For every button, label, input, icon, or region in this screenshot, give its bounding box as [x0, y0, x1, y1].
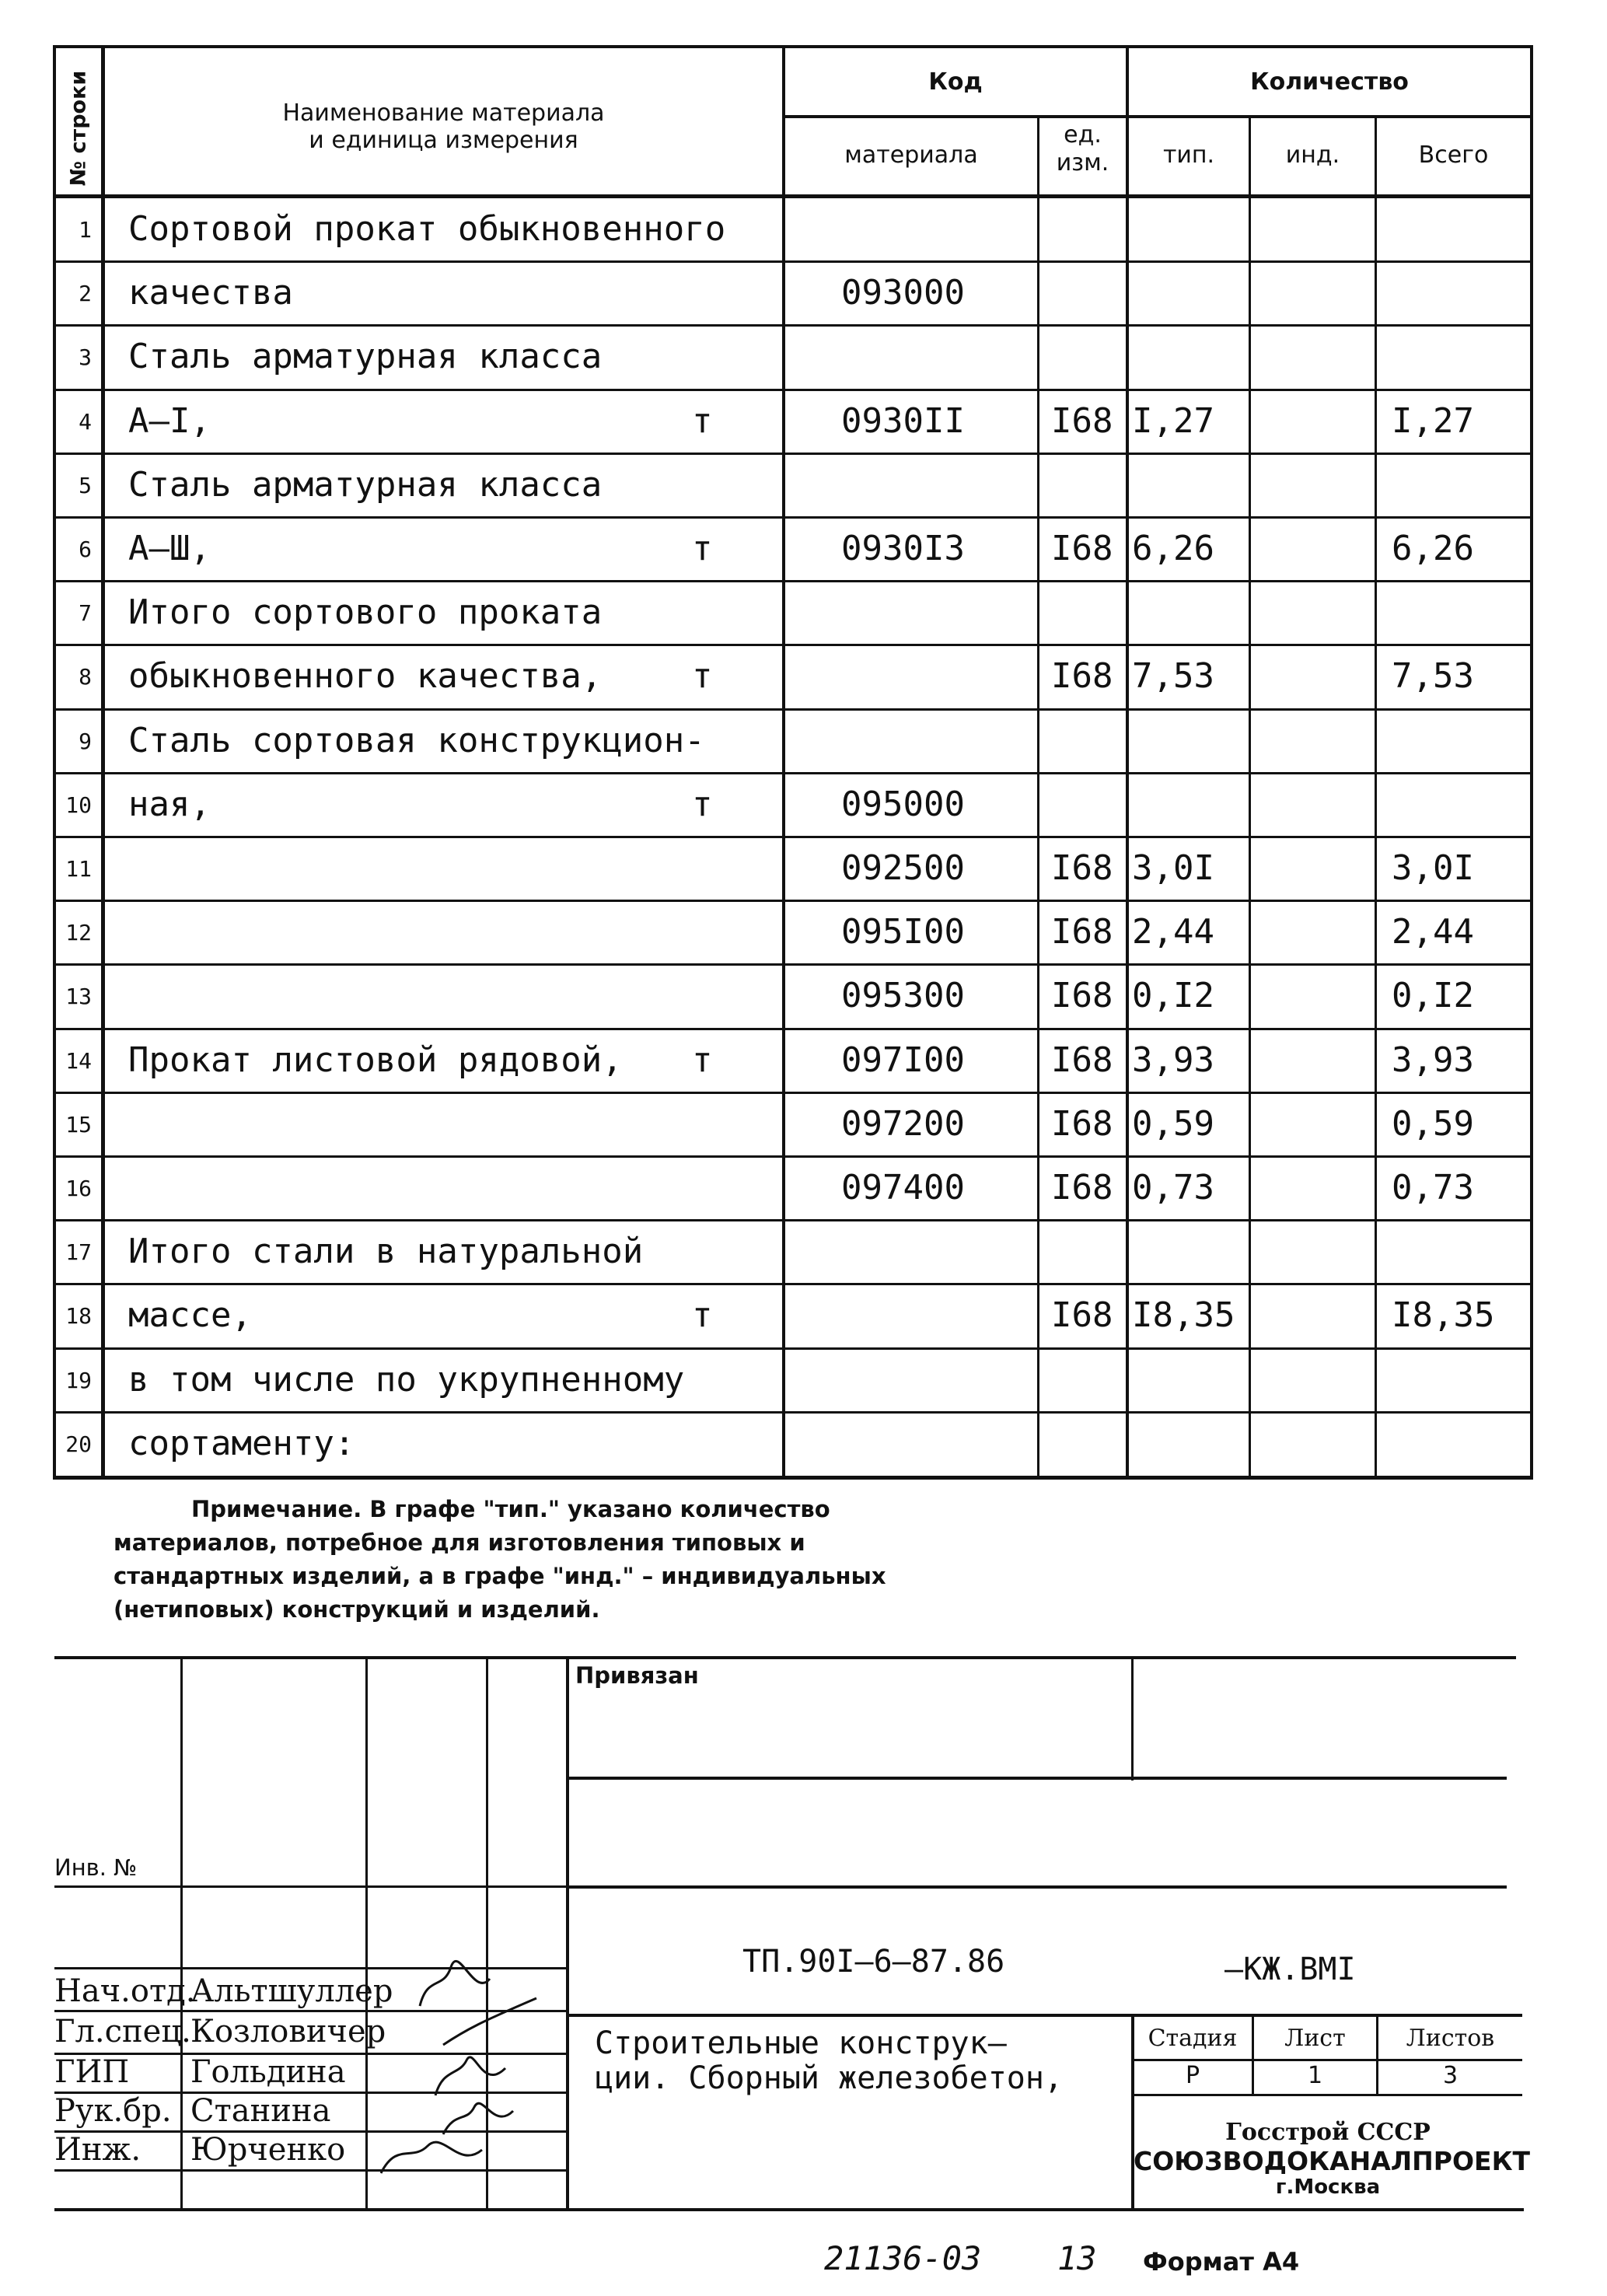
stage-value: Р — [1185, 2062, 1200, 2089]
row-total: 0,73 — [1392, 1168, 1474, 1207]
stage-label: Стадия — [1148, 2025, 1238, 2052]
row-unit-t: т — [692, 656, 713, 696]
row-unit: I68 — [1051, 1040, 1113, 1080]
row-total: I8,35 — [1392, 1295, 1495, 1335]
row-code: 0930I3 — [841, 529, 965, 568]
staff-role: ГИП — [54, 2054, 130, 2090]
row-number: 8 — [79, 664, 92, 690]
row-unit: I68 — [1051, 1168, 1113, 1207]
sheets-value: 3 — [1442, 2062, 1459, 2089]
table-row — [0, 518, 1607, 582]
row-name: Сталь сортовая конструкцион- — [128, 721, 705, 760]
row-name: Итого стали в натуральной — [128, 1232, 644, 1271]
table-row — [0, 1221, 1607, 1284]
staff-role: Инж. — [54, 2132, 141, 2168]
row-name: обыкновенного качества, — [128, 656, 603, 696]
row-unit: I68 — [1051, 848, 1113, 888]
archive-page: 13 — [1057, 2239, 1097, 2277]
row-tip: 6,26 — [1132, 529, 1214, 568]
doc-suffix: –КЖ.ВМI — [1224, 1952, 1356, 1987]
staff-role: Рук.бр. — [54, 2093, 172, 2129]
table-row — [0, 774, 1607, 837]
org-line-2: СОЮЗВОДОКАНАЛПРОЕКТ — [1134, 2146, 1531, 2176]
header-code: Код — [928, 68, 983, 96]
row-code: 097200 — [841, 1104, 965, 1144]
row-number: 11 — [65, 856, 92, 882]
row-number: 10 — [65, 792, 92, 818]
row-tip: I8,35 — [1132, 1295, 1235, 1335]
row-unit-t: т — [692, 1040, 713, 1080]
row-total: 7,53 — [1392, 656, 1474, 696]
row-name: ная, — [128, 785, 211, 824]
row-number: 17 — [65, 1239, 92, 1265]
note-line-2: материалов, потребное для изготовления типовых и — [114, 1529, 805, 1556]
row-unit-t: т — [692, 785, 713, 824]
header-row-number: № строки — [66, 70, 91, 187]
row-tip: 0,I2 — [1132, 976, 1214, 1015]
table-row — [0, 326, 1607, 390]
format-label: Формат А4 — [1143, 2247, 1300, 2277]
row-unit-t: т — [692, 529, 713, 568]
table-row — [0, 1093, 1607, 1157]
row-tip: 2,44 — [1132, 912, 1214, 952]
row-total: 6,26 — [1392, 529, 1474, 568]
row-total: 0,59 — [1392, 1104, 1474, 1144]
row-number: 1 — [79, 217, 92, 243]
doc-code: ТП.90I–6–87.86 — [742, 1944, 1005, 1980]
table-row — [0, 1029, 1607, 1093]
row-total: 3,93 — [1392, 1040, 1474, 1080]
row-total: 2,44 — [1392, 912, 1474, 952]
sheet-value: 1 — [1307, 2062, 1323, 2089]
row-code: 097I00 — [841, 1040, 965, 1080]
row-tip: 0,73 — [1132, 1168, 1214, 1207]
staff-name: Юрченко — [190, 2132, 346, 2168]
header-name: Наименование материала и единица измерения — [282, 100, 605, 154]
row-number: 3 — [79, 344, 92, 370]
row-name: Сталь арматурная класса — [128, 465, 603, 505]
row-number: 9 — [79, 729, 92, 754]
header-quantity: Количество — [1250, 68, 1409, 96]
row-name: качества — [128, 273, 293, 313]
row-number: 5 — [79, 473, 92, 498]
row-name: Сталь арматурная класса — [128, 337, 603, 376]
signatures — [358, 1944, 575, 2208]
row-tip: 3,93 — [1132, 1040, 1214, 1080]
staff-name: Гольдина — [190, 2054, 346, 2090]
row-number: 19 — [65, 1368, 92, 1393]
staff-name: Альтшуллер — [190, 1973, 393, 2009]
row-name: Итого сортового проката — [128, 592, 603, 632]
row-name: сортаменту: — [128, 1424, 355, 1463]
org-line-1: Госстрой СССР — [1225, 2119, 1431, 2146]
row-tip: 3,0I — [1132, 848, 1214, 888]
row-unit: I68 — [1051, 529, 1113, 568]
staff-name: Козловичер — [190, 2014, 386, 2050]
row-unit-t: т — [692, 401, 713, 441]
staff-role: Гл.спец. — [54, 2014, 191, 2050]
table-row — [0, 965, 1607, 1029]
row-unit: I68 — [1051, 976, 1113, 1015]
header-ind: инд. — [1285, 142, 1340, 169]
row-tip: I,27 — [1132, 401, 1214, 441]
doc-title-line-1: Строительные конструк– — [595, 2025, 1007, 2061]
archive-number: 21136-03 — [824, 2239, 982, 2277]
row-number: 7 — [79, 600, 92, 626]
table-row — [0, 454, 1607, 518]
table-row — [0, 1413, 1607, 1476]
row-name: А–I, — [128, 401, 211, 441]
table-row — [0, 645, 1607, 709]
row-code: 095000 — [841, 785, 965, 824]
row-total: 3,0I — [1392, 848, 1474, 888]
note-line-4: (нетиповых) конструкций и изделий. — [114, 1596, 600, 1623]
header-tip: тип. — [1162, 142, 1215, 169]
privyazan-label: Привязан — [575, 1662, 699, 1689]
note-line-3: стандартных изделий, а в графе "инд." – индивидуальных — [114, 1563, 886, 1589]
table-row — [0, 1349, 1607, 1413]
row-number: 12 — [65, 920, 92, 945]
row-number: 20 — [65, 1431, 92, 1457]
header-unit: ед. изм. — [1056, 121, 1109, 176]
row-code: 0930II — [841, 401, 965, 441]
table-row — [0, 390, 1607, 454]
row-code: 093000 — [841, 273, 965, 313]
row-unit: I68 — [1051, 401, 1113, 441]
row-unit: I68 — [1051, 656, 1113, 696]
row-name: массе, — [128, 1295, 252, 1335]
row-total: 0,I2 — [1392, 976, 1474, 1015]
row-number: 18 — [65, 1303, 92, 1329]
header-total: Всего — [1418, 142, 1489, 169]
table-row — [0, 901, 1607, 965]
row-number: 6 — [79, 536, 92, 562]
row-unit: I68 — [1051, 1104, 1113, 1144]
table-row — [0, 582, 1607, 645]
table-row — [0, 837, 1607, 901]
staff-name: Станина — [190, 2093, 331, 2129]
note-line-1: Примечание. В графе "тип." указано количество — [191, 1496, 830, 1522]
row-code: 092500 — [841, 848, 965, 888]
staff-role: Нач.отд. — [54, 1973, 196, 2009]
sheets-label: Листов — [1406, 2025, 1495, 2052]
row-total: I,27 — [1392, 401, 1474, 441]
row-code: 095300 — [841, 976, 965, 1015]
table-row — [0, 262, 1607, 326]
row-number: 2 — [79, 281, 92, 306]
row-number: 14 — [65, 1048, 92, 1074]
row-name: Прокат листовой рядовой, — [128, 1040, 623, 1080]
inv-no-label: Инв. № — [54, 1854, 138, 1881]
table-row — [0, 198, 1607, 262]
doc-title-line-2: ции. Сборный железобетон, — [595, 2060, 1064, 2096]
header-code-material: материала — [844, 142, 978, 169]
row-unit-t: т — [692, 1295, 713, 1335]
table-row — [0, 710, 1607, 774]
row-tip: 0,59 — [1132, 1104, 1214, 1144]
row-unit: I68 — [1051, 1295, 1113, 1335]
row-unit: I68 — [1051, 912, 1113, 952]
row-code: 095I00 — [841, 912, 965, 952]
row-name: Сортовой прокат обыкновенного — [128, 209, 726, 249]
row-number: 15 — [65, 1112, 92, 1138]
row-name: А–Ш, — [128, 529, 211, 568]
row-name: в том числе по укрупненному — [128, 1360, 685, 1400]
org-line-3: г.Москва — [1275, 2175, 1381, 2199]
row-number: 16 — [65, 1176, 92, 1201]
table-row — [0, 1284, 1607, 1348]
sheet-label: Лист — [1284, 2025, 1346, 2052]
row-tip: 7,53 — [1132, 656, 1214, 696]
table-row — [0, 1157, 1607, 1221]
row-number: 4 — [79, 409, 92, 435]
row-number: 13 — [65, 984, 92, 1009]
row-code: 097400 — [841, 1168, 965, 1207]
